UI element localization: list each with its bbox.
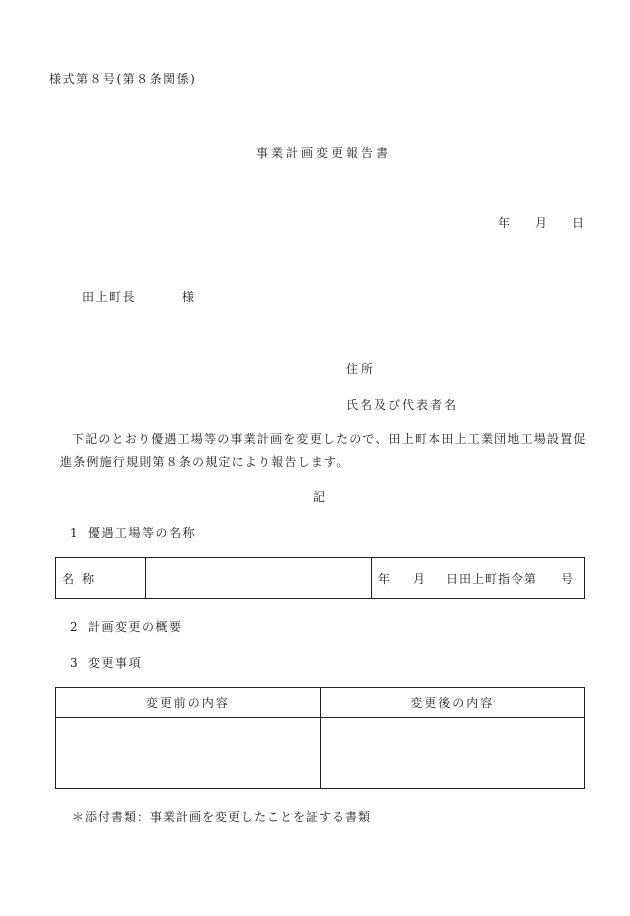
designation-number-field[interactable] — [372, 558, 585, 599]
body-text: 下記のとおり優遇工場等の事業計画を変更したので、田上町本田上工業団地工場設置促進条例施行規則第８条の規定により報告します。 — [60, 432, 587, 469]
designation-month-label: 月 — [413, 571, 427, 586]
facility-name-field[interactable] — [146, 558, 372, 599]
section-3-number: 3 — [70, 656, 80, 670]
section-2-number: 2 — [70, 620, 80, 634]
date-line — [498, 214, 585, 231]
designation-year-label: 年 — [378, 571, 392, 586]
ki-heading: 記 — [313, 490, 326, 504]
addressee-honorific: 様 — [182, 290, 196, 304]
attachment-footnote: ＊添付書類：事業計画を変更したことを証する書類 — [72, 810, 372, 824]
section-3-heading — [70, 654, 142, 671]
section-1-heading — [70, 524, 196, 541]
before-content-field[interactable] — [56, 718, 321, 789]
change-table-body-row — [56, 718, 585, 789]
designation-day-prefix: 日田上町指令第 — [446, 571, 538, 586]
change-details-table — [55, 687, 585, 789]
addressee-name: 田上町長 — [82, 290, 137, 304]
date-month-label: 月 — [535, 216, 549, 230]
after-content-header: 変更後の内容 — [320, 688, 585, 718]
section-1-number: 1 — [70, 526, 80, 540]
date-year-label: 年 — [498, 216, 512, 230]
date-day-label: 日 — [572, 216, 586, 230]
section-2-heading — [70, 618, 183, 635]
section-2-title: 計画変更の概要 — [88, 620, 183, 634]
form-number: 様式第８号(第８条関係) — [49, 72, 197, 86]
addressee — [82, 288, 196, 305]
after-content-field[interactable] — [320, 718, 585, 789]
applicant-name-label: 氏名及び代表者名 — [346, 398, 459, 412]
document-title: 事業計画変更報告書 — [256, 146, 392, 160]
change-table-header-row — [56, 688, 585, 718]
facility-name-row — [56, 558, 585, 599]
applicant-address-label: 住所 — [346, 362, 377, 376]
facility-name-label: 名称 — [56, 558, 146, 599]
facility-name-table — [55, 557, 585, 599]
section-1-title: 優遇工場等の名称 — [88, 526, 197, 540]
section-3-title: 変更事項 — [88, 656, 143, 670]
designation-number-suffix: 号 — [561, 571, 575, 586]
before-content-header: 変更前の内容 — [56, 688, 321, 718]
